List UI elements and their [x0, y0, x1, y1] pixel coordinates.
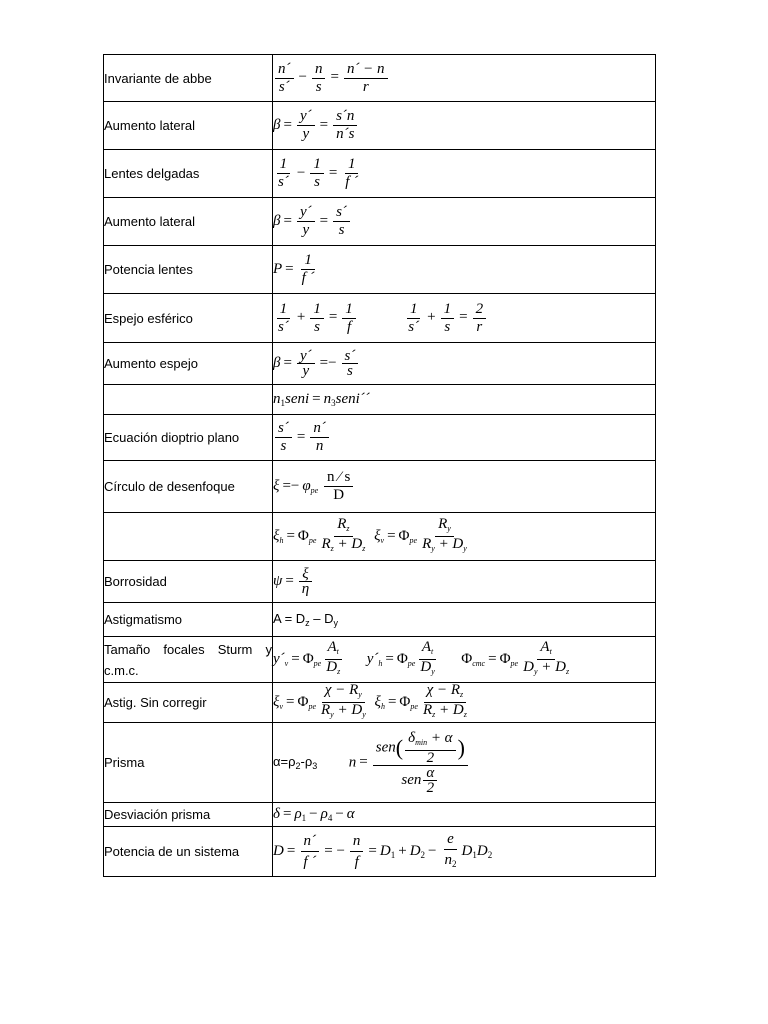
row-label: Invariante de abbe [104, 55, 273, 102]
table-row [104, 385, 656, 415]
row-label: Potencia de un sistema [104, 827, 273, 877]
formula-astigmatismo: $A = D_z - D_y$ [273, 603, 656, 637]
row-label: Aumento lateral [104, 102, 273, 150]
row-label: Borrosidad [104, 561, 273, 603]
formula-desviacion-prisma: $\delta = \rho_1 - \rho_4 - \alpha$ [273, 803, 656, 827]
table-row [104, 343, 656, 385]
formula-aumento-espejo: β = $\frac{y´}{y}$ =− $\frac{s´}{s}$ [273, 343, 656, 385]
formula-invariante-abbe: $\frac{n´}{s´}$ − $\frac{n}{s}$ = $\frac{n´ - n}{r}$ [273, 55, 656, 102]
formula-focales-sturm: $y´_v = \Phi_{pe}$ $\frac{A_t}{D_z}$ $y´_h = \Phi_{pe}$ $\frac{A_t}{D_y}$ $\Phi_{cmc} = \Phi_{pe}$ $\frac{A_t}{D_y + D_z}$ [273, 637, 656, 683]
row-label [104, 385, 273, 415]
row-label: Lentes delgadas [104, 150, 273, 198]
row-label: Astigmatismo [104, 603, 273, 637]
formula-potencia-sistema: D = $\frac{n´}{f ´}$ = − $\frac{n}{f}$ = $D_1 + D_2$ − $\frac{e}{n_2}$ $D_1D_2$ [273, 827, 656, 877]
table-row [104, 461, 656, 513]
table-row [104, 246, 656, 294]
formula-dioptrio-plano: $\frac{s´}{s}$ = $\frac{n´}{n}$ [273, 415, 656, 461]
row-label: Potencia lentes [104, 246, 273, 294]
row-label: Aumento lateral [104, 198, 273, 246]
formula-espejo-esferico: $\frac{1}{s´}$ + $\frac{1}{s}$ = $\frac{1}{f}$ $\frac{1}{s´}$ + $\frac{1}{s}$ = $\frac{2}{r}$ [273, 294, 656, 343]
table-row [104, 198, 656, 246]
formula-borrosidad: ψ = $\frac{\xi}{\eta}$ [273, 561, 656, 603]
table-row [104, 102, 656, 150]
row-label: Aumento espejo [104, 343, 273, 385]
formula-lentes-delgadas: $\frac{1}{s´}$ − $\frac{1}{s}$ = $\frac{1}{f ´}$ [273, 150, 656, 198]
table-row [104, 513, 656, 561]
row-label: Ecuación dioptrio plano [104, 415, 273, 461]
table-row [104, 415, 656, 461]
row-label: Espejo esférico [104, 294, 273, 343]
row-label: Tamaño focales Sturm y c.m.c. [104, 637, 273, 683]
table-row [104, 55, 656, 102]
row-label: Prisma [104, 723, 273, 803]
table-row [104, 603, 656, 637]
formula-prisma: $\alpha=\rho_2-\rho_3$ n = sen( $\frac{\delta_{min} + \alpha}{2}$ ) sen $\frac{\alpha}{2}$ [273, 723, 656, 803]
formula-potencia-lentes: P = $\frac{1}{f ´}$ [273, 246, 656, 294]
table-row [104, 561, 656, 603]
formula-astig-sin-corregir: $\xi_v = \Phi_{pe}$ $\frac{\chi - R_y}{R_y + D_y}$ $\xi_h = \Phi_{pe}$ $\frac{\chi - R_z}{R_z + D_z}$ [273, 683, 656, 723]
table-row [104, 637, 656, 683]
row-label: Círculo de desenfoque [104, 461, 273, 513]
table-row [104, 294, 656, 343]
formula-desenfoque-meridianos: $\xi_h = \Phi_{pe}$ $\frac{R_z}{R_z + D_z}$ $\xi_v = \Phi_{pe}$ $\frac{R_y}{R_y + D_y}$ [273, 513, 656, 561]
row-label: Astig. Sin corregir [104, 683, 273, 723]
row-label: Desviación prisma [104, 803, 273, 827]
table-row [104, 683, 656, 723]
formula-aumento-lateral-lentes: β = $\frac{y´}{y}$ = $\frac{s´}{s}$ [273, 198, 656, 246]
formula-circulo-desenfoque: $\xi =- \varphi_{pe}$ $\frac{n ⁄ s}{D}$ [273, 461, 656, 513]
formula-table [103, 54, 656, 877]
row-label [104, 513, 273, 561]
formula-snell: $n_1seni$ = $n_3seni´´$ [273, 385, 656, 415]
table-row [104, 723, 656, 803]
table-row [104, 827, 656, 877]
formula-aumento-lateral: β = $\frac{y´}{y}$ = $\frac{s´n}{n´s}$ [273, 102, 656, 150]
table-row [104, 803, 656, 827]
table-row [104, 150, 656, 198]
